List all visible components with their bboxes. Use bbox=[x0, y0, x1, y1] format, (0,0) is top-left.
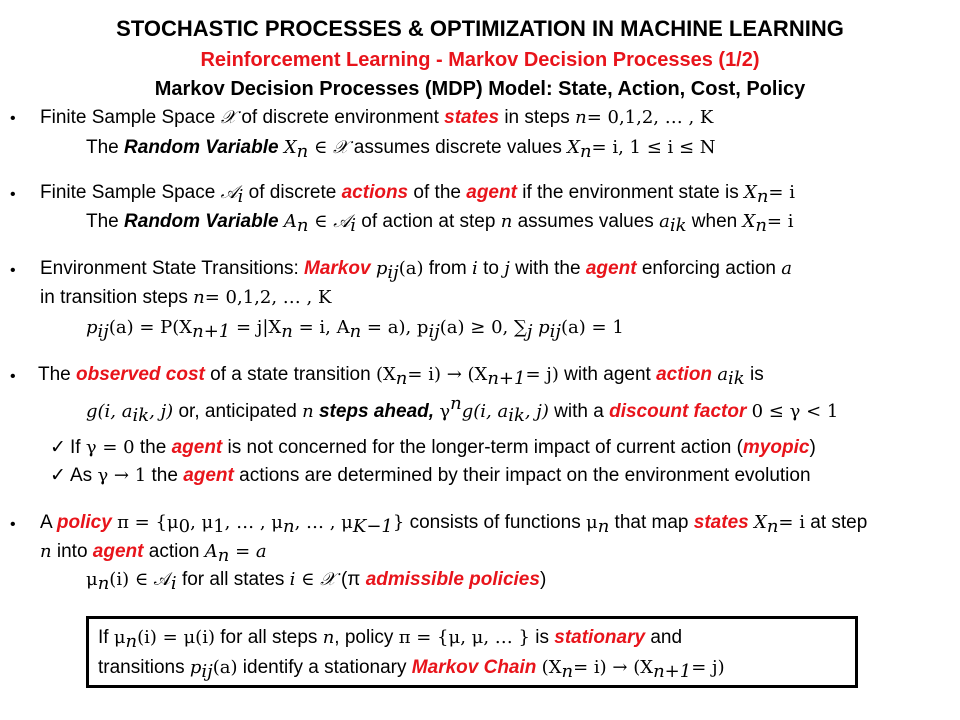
bullet-2-line-2: The Random Variable $A_n$ ∈ 𝒜$_i$ of action at step n assumes values $a_{ik}$ when $X_n= i$ bbox=[86, 211, 794, 236]
bullet-3-line-1: Environment State Transitions: Markov $p_{ij}(a)$ from i to j with the agent enforcing action a bbox=[40, 258, 792, 283]
section-heading: Markov Decision Processes (MDP) Model: State, Action, Cost, Policy bbox=[154, 78, 806, 100]
bullet-4-line-1: The observed cost of a state transition $(X_n= i) \to (X_{n+1}= j)$ with agent action $a_{ik}$ is bbox=[38, 364, 764, 389]
bullet-5-line-2: n into agent action $A_n = a$ bbox=[40, 541, 267, 566]
bullet-5-line-3: $\mu_n(i)$ ∈ 𝒜$_i$ for all states i ∈ 𝒳 (π admissible policies) bbox=[86, 569, 547, 594]
bullet-dot: • bbox=[10, 186, 16, 203]
page-subtitle: Reinforcement Learning - Markov Decision Processes (1/2) bbox=[200, 49, 760, 71]
page-title: STOCHASTIC PROCESSES & OPTIMIZATION IN MACHINE LEARNING bbox=[116, 16, 844, 41]
box-line-2: transitions $p_{ij}(a)$ identify a stationary Markov Chain $(X_n= i) \to (X_{n+1}= j)$ bbox=[98, 657, 725, 682]
check-icon: ✓ bbox=[50, 465, 66, 486]
check-item-1: If γ = 0 the agent is not concerned for the longer-term impact of current action (myopic) bbox=[70, 437, 816, 458]
bullet-2-line-1: Finite Sample Space 𝒜$_i$ of discrete actions of the agent if the environment state is $X_n= i$ bbox=[40, 182, 795, 207]
bullet-dot: • bbox=[10, 368, 16, 385]
bullet-dot: • bbox=[10, 110, 16, 127]
bullet-5-line-1: A policy $\pi = \{\mu_0$, $\mu_1$, … , $\mu_n$, … , $\mu_{K-1}$} consists of functions $\mu_n$ that map states $X_n= i$ at step bbox=[40, 512, 868, 537]
bullet-dot: • bbox=[10, 516, 16, 533]
bullet-3-line-2: in transition steps n= 0,1,2, … , K bbox=[40, 287, 332, 308]
check-item-2: As γ → 1 the agent actions are determined by their impact on the environment evolution bbox=[70, 465, 811, 486]
bullet-1-line-1: Finite Sample Space 𝒳 of discrete environment states in steps n= 0,1,2, … , K bbox=[40, 107, 714, 128]
bullet-1-line-2: The Random Variable $X_n$ ∈ 𝒳 assumes discrete values $X_n= i$, 1 ≤ i ≤ N bbox=[86, 137, 716, 162]
check-icon: ✓ bbox=[50, 437, 66, 458]
bullet-4-line-2: g(i, $a_{ik}$, j) or, anticipated n steps ahead, $\gamma^ng(i$, $a_{ik}$, j) with a discount factor 0 ≤ γ < 1 bbox=[86, 393, 839, 426]
transition-probability-formula: $p_{ij}(a) = P(X_{n+1} = j|X_n = i$, $A_n = a$), $p_{ij}(a) \ge 0$, $\sum_j$ $p_{ij}(a) = 1$ bbox=[86, 317, 624, 342]
bullet-dot: • bbox=[10, 262, 16, 279]
box-line-1: If $\mu_n(i) = \mu(i)$ for all steps n, policy π = {μ, μ, … } is stationary and bbox=[98, 627, 683, 652]
